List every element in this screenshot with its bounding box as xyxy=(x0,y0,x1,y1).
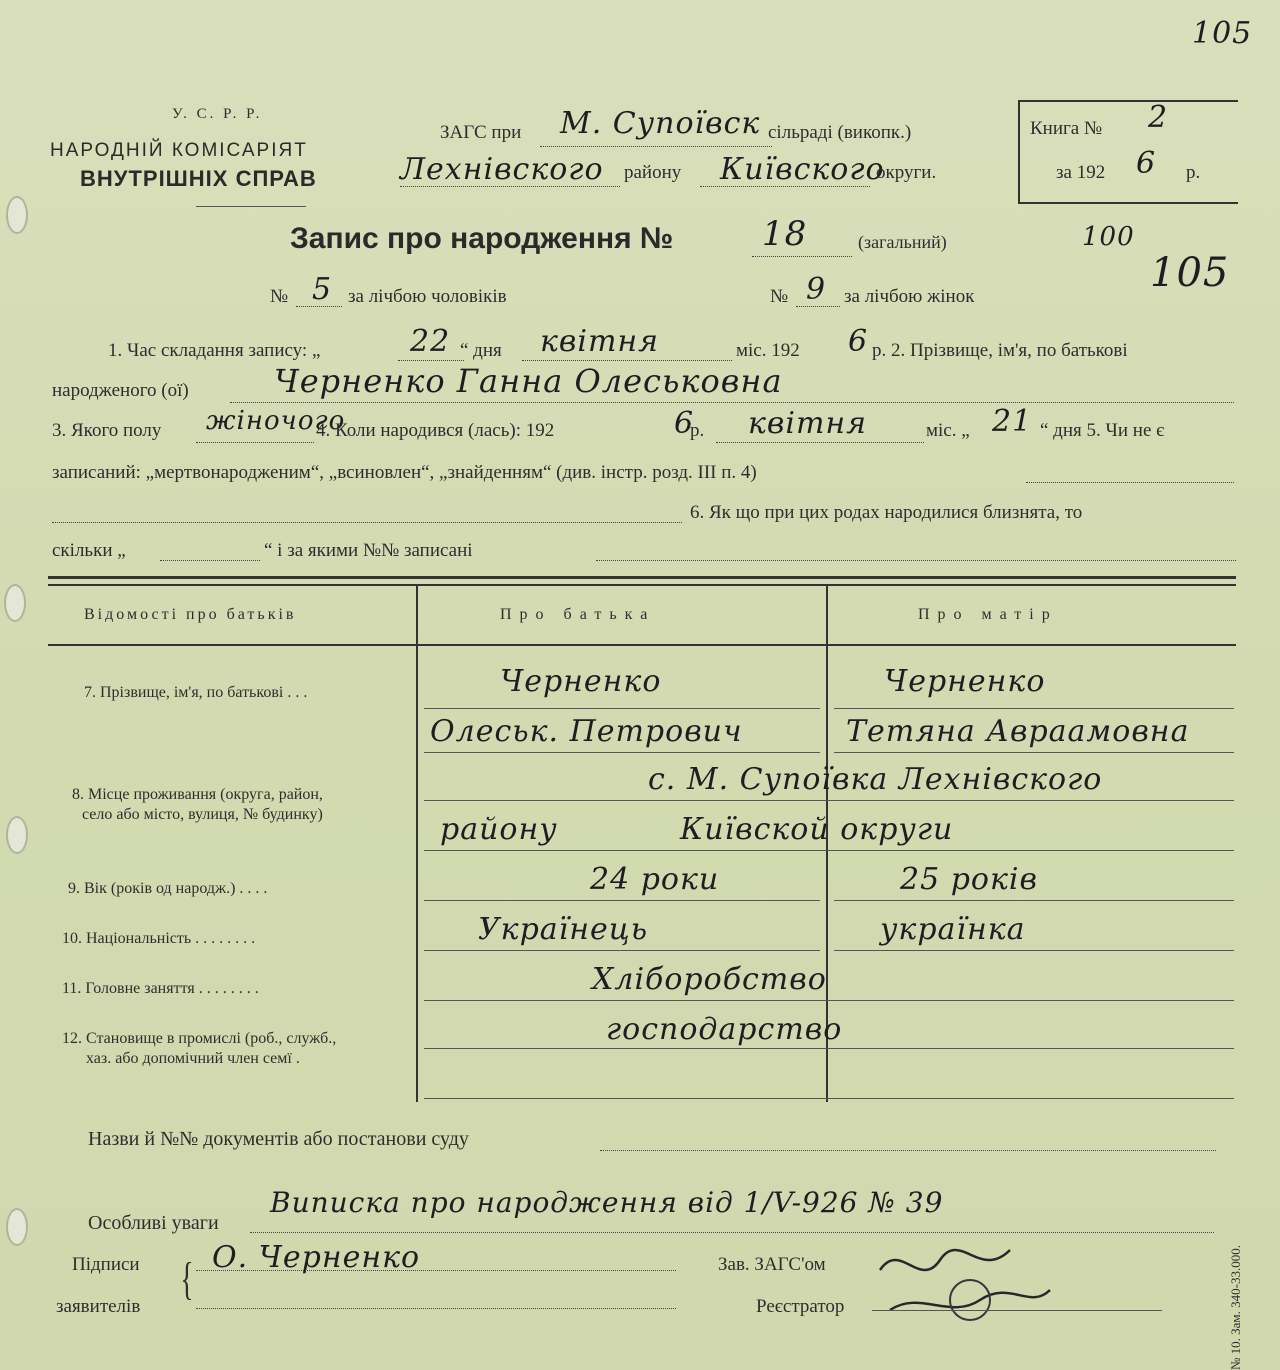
commissariat-label: НАРОДНІЙ КОМІСАРІЯТ xyxy=(50,140,308,161)
year-digit: 6 xyxy=(1136,146,1157,181)
row-label-position: 12. Становище в промислі (роб., служб., xyxy=(62,1030,337,1047)
signatures-label: Підписи xyxy=(72,1254,140,1275)
birth-month: квітня xyxy=(748,406,868,441)
margin-note-100: 100 xyxy=(1082,222,1135,252)
year-suffix-label: р. xyxy=(690,420,705,441)
zags-village: М. Супоївск xyxy=(560,106,761,141)
applicant-signature: О. Черненко xyxy=(212,1240,421,1275)
brace-icon: { xyxy=(180,1253,194,1304)
name-label: р. 2. Прізвище, ім'я, по батькові xyxy=(872,340,1128,361)
position-value: господарство xyxy=(606,1012,843,1047)
twins-numbers-label: “ і за якими №№ записані xyxy=(264,540,473,561)
punch-hole xyxy=(6,1208,28,1246)
signatures-label-2: заявителів xyxy=(56,1296,141,1317)
address-line-1: с. М. Супоївка Лехнівского xyxy=(648,762,1103,797)
twins-label: 6. Як що при цих родах народилися близнята, то xyxy=(690,502,1083,523)
father-surname: Черненко xyxy=(500,664,662,699)
father-given-names: Олеськ. Петрович xyxy=(430,714,743,749)
record-date-label: 1. Час складання запису: „ xyxy=(108,340,321,361)
print-order-note: № 10. Зам. 340-33.000. xyxy=(1228,1245,1243,1370)
notes-label: Особливі уваги xyxy=(88,1212,219,1234)
okrug-value: Київского xyxy=(720,152,885,187)
twins-count-label: скільки „ xyxy=(52,540,126,561)
record-number: 18 xyxy=(762,214,808,254)
zags-prefix: ЗАГС при xyxy=(440,122,522,143)
table-header-mother: Про матір xyxy=(918,606,1058,623)
record-title: Запис про народження № xyxy=(290,222,674,255)
documents-label: Назви й №№ документів або постанови суду xyxy=(88,1128,469,1150)
row-label-age: 9. Вік (років од народж.) . . . . xyxy=(68,880,268,897)
birth-date-label: 4. Коли народився (лась): 192 xyxy=(316,420,555,441)
day-label: “ дня xyxy=(460,340,502,361)
birth-month-label: міс. „ xyxy=(926,420,970,441)
address-line-2a: району xyxy=(440,812,558,847)
newborn-label: народженого (ої) xyxy=(52,380,189,401)
zags-suffix: сільраді (викопк.) xyxy=(768,122,912,143)
head-zags-label: Зав. ЗАГС'ом xyxy=(718,1254,826,1275)
okrug-suffix: округи. xyxy=(876,162,937,183)
record-year: 6 xyxy=(848,324,869,359)
mother-given-names: Тетяна Авраамовна xyxy=(846,714,1190,749)
father-age: 24 роки xyxy=(590,862,720,897)
birth-day: 21 xyxy=(992,404,1033,439)
year-prefix: за 192 xyxy=(1056,162,1106,183)
newborn-sex: жіночого xyxy=(206,406,346,436)
row-label-nationality: 10. Національність . . . . . . . . xyxy=(62,930,256,947)
district-value: Лехнівского xyxy=(400,152,604,187)
year-suffix: р. xyxy=(1186,162,1201,183)
general-label: (загальний) xyxy=(858,232,947,252)
row-label-residence: 8. Місце проживання (округа, район, xyxy=(72,786,323,803)
table-header-parents: Відомості про батьків xyxy=(84,606,297,623)
father-nationality: Українець xyxy=(478,912,649,947)
row-label-residence-2: село або місто, вулиця, № будинку) xyxy=(82,806,323,823)
book-label: Книга № xyxy=(1030,118,1103,139)
special-status-label: записаний: „мертвонародженим“, „всиновлен“, „знайденням“ (див. інстр. розд. III п. 4) xyxy=(52,462,757,483)
book-number: 2 xyxy=(1148,100,1169,135)
district-suffix: району xyxy=(624,162,682,183)
month-label: міс. 192 xyxy=(736,340,800,361)
margin-note-105: 105 xyxy=(1150,250,1230,296)
sex-label: 3. Якого полу xyxy=(52,420,162,441)
newborn-name: Черненко Ганна Олеськовна xyxy=(274,362,783,400)
row-label-name: 7. Прізвище, ім'я, по батькові . . . xyxy=(84,684,308,701)
row-label-position-2: хаз. або допомічний член семї . xyxy=(86,1050,300,1067)
birth-year: 6 xyxy=(674,406,695,441)
female-count-value: 9 xyxy=(806,272,827,307)
mother-surname: Черненко xyxy=(884,664,1046,699)
punch-hole xyxy=(6,816,28,854)
address-line-2b: Київской округи xyxy=(680,812,954,847)
female-count-label: за лічбою жінок xyxy=(844,286,975,307)
female-count-prefix: № xyxy=(770,286,789,307)
ussr-label: У. С. Р. Р. xyxy=(172,106,263,122)
head-signature xyxy=(860,1230,1060,1330)
record-month: квітня xyxy=(540,324,660,359)
birth-day-label: “ дня 5. Чи не є xyxy=(1040,420,1165,441)
occupation-value: Хліборобство xyxy=(592,962,827,997)
table-header-father: Про батька xyxy=(500,606,656,623)
ministry-label: ВНУТРІШНІХ СПРАВ xyxy=(80,166,317,191)
row-label-occupation: 11. Головне заняття . . . . . . . . xyxy=(62,980,259,997)
record-day: 22 xyxy=(410,324,451,359)
mother-age: 25 років xyxy=(900,862,1038,897)
male-count-value: 5 xyxy=(312,272,333,307)
page-number: 105 xyxy=(1192,16,1253,51)
registrar-label: Реєстратор xyxy=(756,1296,845,1317)
punch-hole xyxy=(6,196,28,234)
male-count-label: за лічбою чоловіків xyxy=(348,286,507,307)
notes-value: Виписка про народження від 1/V-926 № 39 xyxy=(270,1186,944,1219)
male-count-prefix: № xyxy=(270,286,289,307)
punch-hole xyxy=(4,584,26,622)
mother-nationality: українка xyxy=(880,912,1026,947)
